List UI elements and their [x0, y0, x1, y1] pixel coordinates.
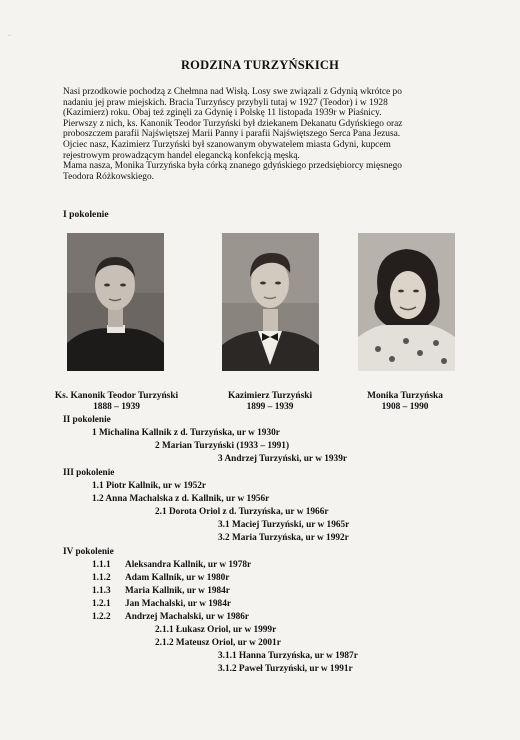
generation-3-label: III pokolenie — [63, 468, 115, 478]
person-years: 1908 – 1990 — [381, 402, 429, 412]
portrait-kazimierz-photo — [222, 233, 319, 371]
entry-text: Aleksandra Kallnik, ur w 1978r — [125, 560, 252, 570]
intro-line: rejestrowym prowadzącym handel elegancką konfekcją męską. — [63, 150, 300, 161]
entry-text: Maria Kallnik, ur w 1984r — [125, 586, 230, 596]
entry-text: Adam Kallnik, ur w 1980r — [125, 573, 230, 583]
list-item — [92, 573, 229, 583]
intro-paragraph — [63, 87, 463, 182]
entry-text: Jan Machalski, ur w 1984r — [125, 599, 231, 609]
list-item: 2.1.2 Mateusz Oriol, ur w 2001r — [155, 638, 281, 648]
list-item: 2.1.1 Łukasz Oriol, ur w 1999r — [155, 625, 277, 635]
list-item: 3 Andrzej Turzyński, ur w 1939r — [218, 454, 347, 464]
intro-line: proboszczem parafii Najświętszej Marii Panny i parafii Najświętszego Serca Pana Jezusa. — [63, 129, 401, 140]
portrait-caption-teodor — [54, 391, 179, 412]
list-item — [92, 612, 249, 622]
generation-1-label: I pokolenie — [63, 209, 109, 220]
list-item: 2 Marian Turzyński (1933 – 1991) — [155, 441, 290, 451]
person-name: Monika Turzyńska — [367, 391, 443, 401]
list-item — [92, 599, 231, 609]
intro-line: (Kazimierz) roku. Obaj też zginęli za Gdynię i Polskę 11 listopada 1939r w Piaśnicy. — [63, 108, 382, 119]
intro-line: Ojciec nasz, Kazimierz Turzyński był szanowanym obywatelem miasta Gdyni, kupcem — [63, 139, 391, 150]
portrait-kazimierz-image — [222, 233, 319, 371]
list-item: 3.1.1 Hanna Turzyńska, ur w 1987r — [218, 651, 358, 661]
entry-text: Andrzej Machalski, ur w 1986r — [125, 612, 250, 622]
entry-number: 1.2.2 — [92, 612, 111, 622]
portrait-teodor-photo — [67, 233, 164, 371]
person-name: Kazimierz Turzyński — [227, 391, 313, 401]
portrait-caption-monika — [350, 391, 460, 412]
person-name: Ks. Kanonik Teodor Turzyński — [54, 391, 179, 401]
list-item: 1.2 Anna Machalska z d. Kallnik, ur w 1956r — [92, 494, 270, 504]
intro-line: nadaniu jej praw miejskich. Bracia Turzyńscy przybyli tutaj w 1927 (Teodor) i w 1928 — [63, 97, 388, 108]
scan-mark: ∙∙ — [8, 33, 11, 39]
list-item: 3.1.2 Paweł Turzyński, ur w 1991r — [218, 664, 353, 674]
portrait-caption-kazimierz — [210, 391, 330, 412]
portrait-monika-photo — [358, 233, 455, 371]
generation-4-label: IV pokolenie — [63, 547, 114, 557]
list-item: 3.2 Maria Turzyńska, ur w 1992r — [218, 533, 349, 543]
list-item: 2.1 Dorota Oriol z d. Turzyńska, ur w 1966r — [155, 507, 329, 517]
person-years: 1899 – 1939 — [246, 402, 294, 412]
portrait-monika-image — [358, 233, 455, 371]
portrait-teodor-image — [67, 233, 164, 371]
intro-line: Mama nasza, Monika Turzyńska była córką znanego gdyńskiego przedsiębiorcy mięsnego — [63, 161, 402, 172]
intro-line: Pierwszy z nich, ks. Kanonik Teodor Turzyński był dziekanem Dekanatu Gdyńskiego oraz — [63, 118, 403, 129]
document-title: RODZINA TURZYŃSKICH — [180, 58, 340, 72]
entry-number: 1.2.1 — [92, 599, 111, 609]
person-years: 1888 – 1939 — [93, 402, 140, 412]
intro-line: Nasi przodkowie pochodzą z Chełmna nad Wisłą. Losy swe związali z Gdynią wkrótce po — [63, 87, 402, 97]
entry-number: 1.1.1 — [92, 560, 111, 570]
list-item — [92, 560, 251, 570]
list-item: 1.1 Piotr Kallnik, ur w 1952r — [92, 481, 207, 491]
generation-2-label: II pokolenie — [63, 415, 111, 425]
entry-number: 1.1.2 — [92, 573, 111, 583]
list-item: 1 Michalina Kallnik z d. Turzyńska, ur w 1930r — [92, 428, 280, 438]
entry-number: 1.1.3 — [92, 586, 111, 596]
intro-line: Teodora Różkowskiego. — [63, 171, 154, 182]
list-item — [92, 586, 230, 596]
list-item: 3.1 Maciej Turzyński, ur w 1965r — [218, 520, 350, 530]
